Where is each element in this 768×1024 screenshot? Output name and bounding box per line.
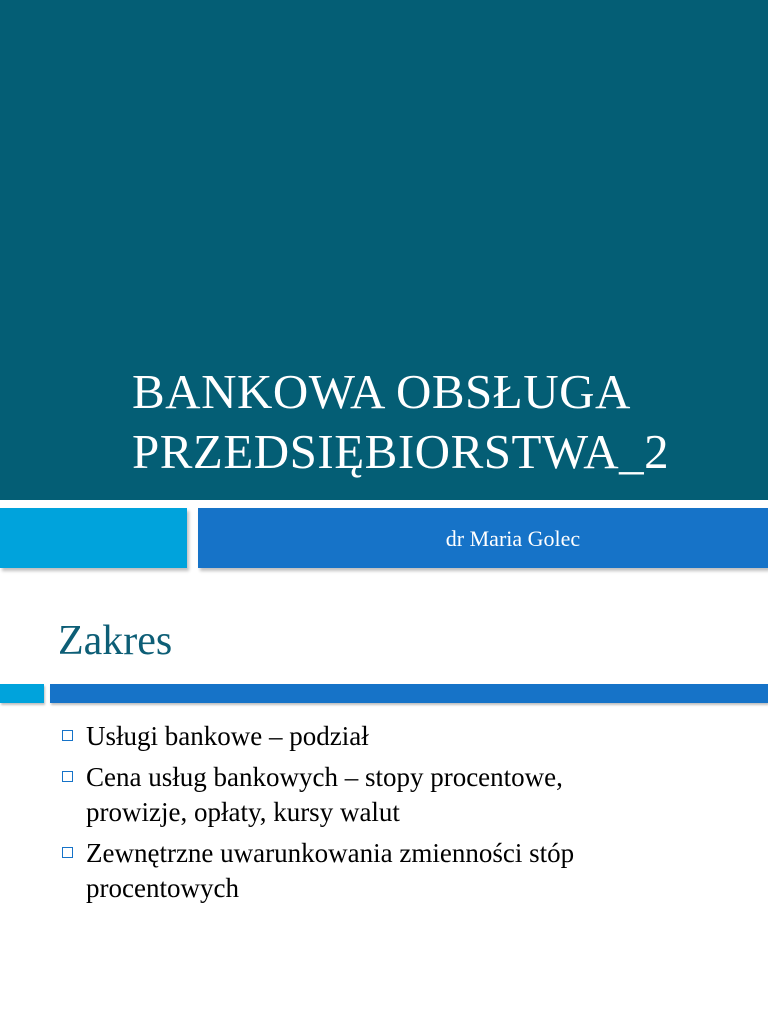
- bullet-list: [62, 719, 752, 912]
- hollow-square-bullet-icon: [62, 847, 73, 858]
- list-item-line-2: prowizje, opłaty, kursy walut: [86, 797, 400, 827]
- heading-accent-bar-right: [50, 684, 768, 703]
- accent-bar-left: [0, 508, 187, 568]
- presentation-title: [132, 362, 752, 482]
- heading-accent-bar-left: [0, 684, 44, 703]
- list-item-line-1: Usługi bankowe – podział: [86, 721, 369, 751]
- presentation-title-line-2: PRZEDSIĘBIORSTWA_2: [132, 424, 670, 479]
- list-item: [62, 760, 752, 830]
- presentation-title-line-1: BANKOWA OBSŁUGA: [132, 364, 631, 419]
- list-item: [62, 719, 752, 754]
- hollow-square-bullet-icon: [62, 730, 73, 741]
- presentation-author: dr Maria Golec: [445, 526, 581, 551]
- list-item: [62, 836, 752, 906]
- list-item-line-1: Cena usług bankowych – stopy procentowe,: [86, 762, 563, 792]
- slide-heading: Zakres: [58, 618, 173, 664]
- hollow-square-bullet-icon: [62, 771, 73, 782]
- list-item-line-2: procentowych: [86, 873, 239, 903]
- list-item-line-1: Zewnętrzne uwarunkowania zmienności stóp: [86, 838, 575, 868]
- content-slide: [0, 576, 768, 1024]
